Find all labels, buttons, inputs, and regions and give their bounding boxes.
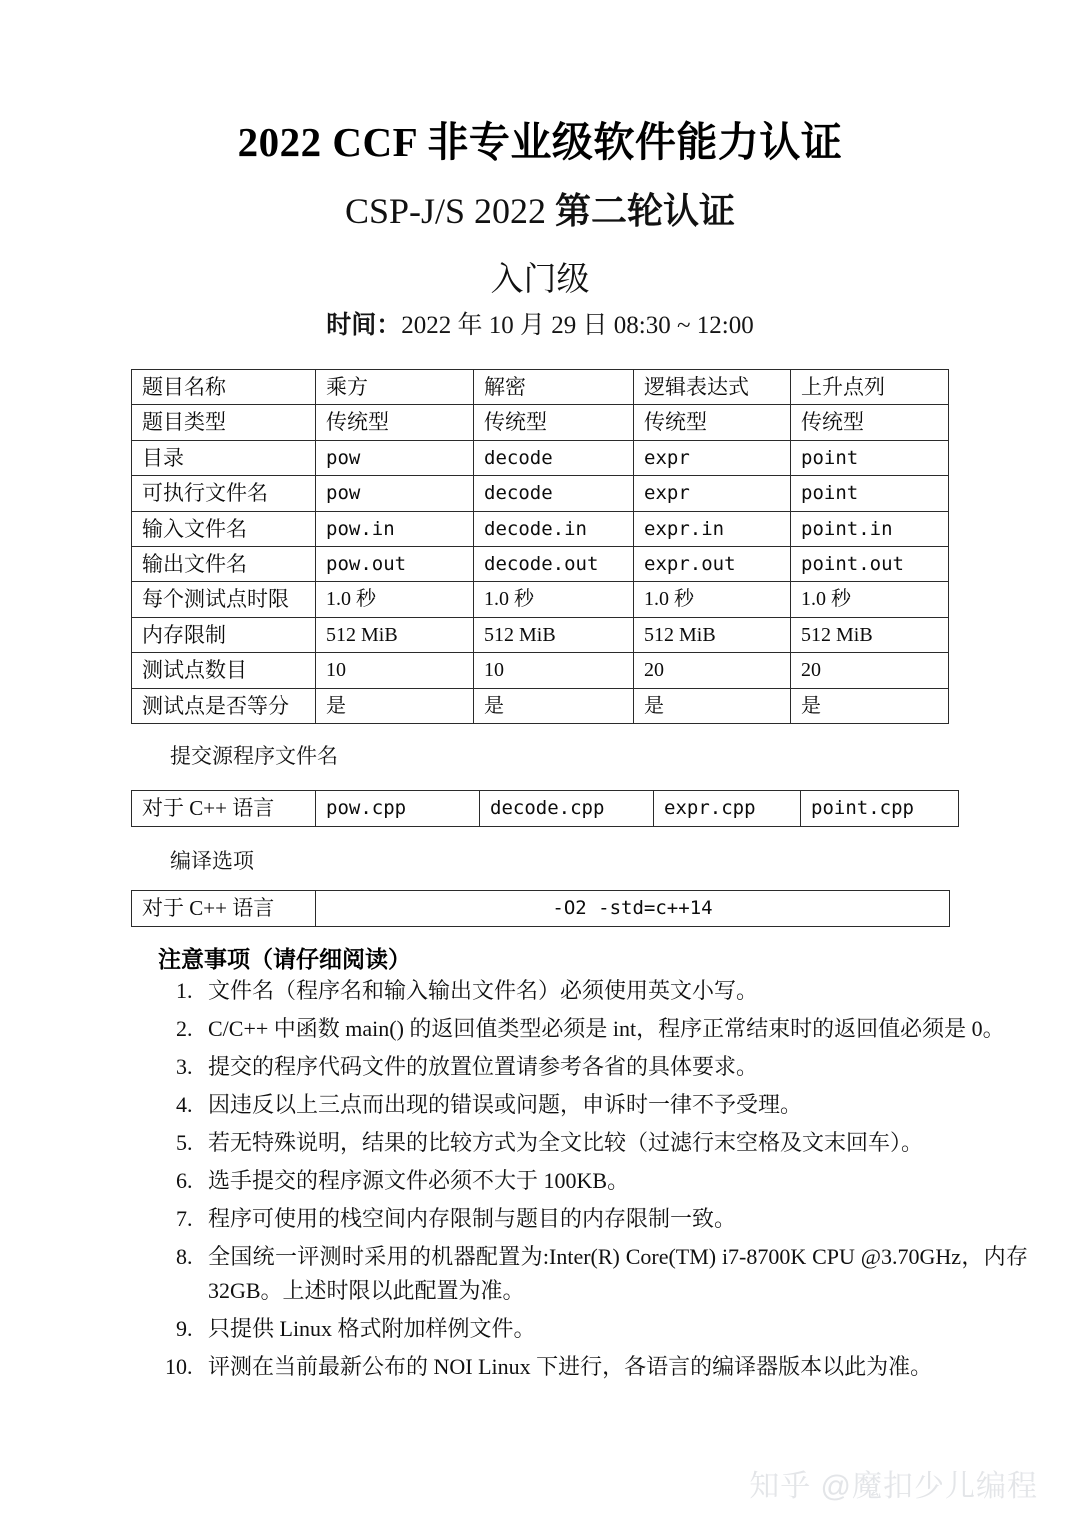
spec-row-label: 题目类型 <box>132 405 316 440</box>
spec-cell: expr.out <box>634 547 791 582</box>
source-filename-cell: pow.cpp <box>316 791 480 827</box>
subtitle-round: 第二轮认证 <box>555 191 736 231</box>
spec-cell: decode.in <box>474 511 634 546</box>
list-item: 5. 若无特殊说明，结果的比较方式为全文比较（过滤行末空格及文末回车）。 <box>198 1126 1028 1160</box>
spec-cell: point <box>791 440 949 475</box>
spec-cell: 20 <box>791 653 949 688</box>
subtitle-code: CSP-J/S 2022 <box>344 191 556 231</box>
source-section-caption: 提交源程序文件名 <box>170 744 338 768</box>
spec-cell: 10 <box>316 653 474 688</box>
table-row <box>132 370 949 405</box>
exam-time <box>0 312 1080 340</box>
problem-spec-table-body <box>132 370 949 724</box>
spec-cell: point.in <box>791 511 949 546</box>
spec-cell: 1.0 秒 <box>316 582 474 617</box>
problem-spec-table <box>131 369 949 724</box>
exam-level: 入门级 <box>490 262 590 298</box>
compile-section-caption: 编译选项 <box>170 849 254 873</box>
compile-row-label: 对于 C++ 语言 <box>132 891 316 927</box>
spec-cell: expr <box>634 476 791 511</box>
list-item: 6. 选手提交的程序源文件必须不大于 100KB。 <box>198 1164 1028 1198</box>
spec-cell: pow.in <box>316 511 474 546</box>
spec-row-label: 测试点是否等分 <box>132 688 316 723</box>
spec-cell: 512 MiB <box>316 617 474 652</box>
exam-time-label: 时间： <box>326 312 402 339</box>
list-item: 10. 评测在当前最新公布的 NOI Linux 下进行，各语言的编译器版本以此为准。 <box>198 1350 1028 1384</box>
table-row <box>132 440 949 475</box>
watermark: 知乎 @魔扣少儿编程 <box>749 1470 1038 1503</box>
spec-cell: 上升点列 <box>791 370 949 405</box>
spec-cell: pow <box>316 440 474 475</box>
notes-heading: 注意事项（请仔细阅读） <box>158 946 411 972</box>
spec-cell: point <box>791 476 949 511</box>
source-filename-table <box>131 790 959 827</box>
notes-list <box>150 974 1028 1388</box>
page-subtitle <box>0 192 1080 232</box>
spec-row-label: 每个测试点时限 <box>132 582 316 617</box>
compile-option-table <box>131 890 950 927</box>
table-row <box>132 405 949 440</box>
table-row <box>132 547 949 582</box>
spec-cell: pow.out <box>316 547 474 582</box>
list-item: 2. C/C++ 中函数 main() 的返回值类型必须是 int，程序正常结束时的返回值必须是 0。 <box>198 1012 1028 1046</box>
compile-option-table-body <box>132 891 950 927</box>
spec-cell: expr <box>634 440 791 475</box>
spec-row-label: 输入文件名 <box>132 511 316 546</box>
spec-cell: pow <box>316 476 474 511</box>
spec-cell: 512 MiB <box>634 617 791 652</box>
list-item: 3. 提交的程序代码文件的放置位置请参考各省的具体要求。 <box>198 1050 1028 1084</box>
spec-cell: 传统型 <box>634 405 791 440</box>
table-row <box>132 653 949 688</box>
spec-cell: 解密 <box>474 370 634 405</box>
spec-row-label: 可执行文件名 <box>132 476 316 511</box>
source-filename-cell: expr.cpp <box>654 791 801 827</box>
spec-cell: 传统型 <box>474 405 634 440</box>
list-item: 9. 只提供 Linux 格式附加样例文件。 <box>198 1312 1028 1346</box>
spec-cell: 乘方 <box>316 370 474 405</box>
table-row <box>132 891 950 927</box>
spec-cell: 1.0 秒 <box>474 582 634 617</box>
source-filename-cell: decode.cpp <box>480 791 654 827</box>
spec-cell: 是 <box>634 688 791 723</box>
list-item: 4. 因违反以上三点而出现的错误或问题，申诉时一律不予受理。 <box>198 1088 1028 1122</box>
spec-cell: decode <box>474 440 634 475</box>
list-item: 7. 程序可使用的栈空间内存限制与题目的内存限制一致。 <box>198 1202 1028 1236</box>
spec-cell: point.out <box>791 547 949 582</box>
list-item: 8. 全国统一评测时采用的机器配置为:Inter(R) Core(TM) i7-8700K CPU @3.70GHz，内存 32GB。上述时限以此配置为准。 <box>198 1240 1028 1308</box>
list-item: 1. 文件名（程序名和输入输出文件名）必须使用英文小写。 <box>198 974 1028 1008</box>
spec-cell: 1.0 秒 <box>791 582 949 617</box>
compile-row-value: -O2 -std=c++14 <box>316 891 950 927</box>
spec-cell: expr.in <box>634 511 791 546</box>
table-row <box>132 511 949 546</box>
table-row <box>132 476 949 511</box>
spec-cell: 20 <box>634 653 791 688</box>
page-title: 2022 CCF 非专业级软件能力认证 <box>237 119 843 165</box>
exam-time-value: 2022 年 10 月 29 日 08:30 ~ 12:00 <box>401 312 754 339</box>
table-row <box>132 688 949 723</box>
spec-cell: 传统型 <box>791 405 949 440</box>
source-filename-cell: point.cpp <box>801 791 959 827</box>
spec-cell: 是 <box>474 688 634 723</box>
spec-cell: 512 MiB <box>474 617 634 652</box>
source-filename-table-body <box>132 791 959 827</box>
source-row-label: 对于 C++ 语言 <box>132 791 316 827</box>
spec-row-label: 测试点数目 <box>132 653 316 688</box>
spec-cell: 是 <box>791 688 949 723</box>
spec-row-label: 输出文件名 <box>132 547 316 582</box>
spec-cell: 10 <box>474 653 634 688</box>
spec-cell: 逻辑表达式 <box>634 370 791 405</box>
spec-cell: 传统型 <box>316 405 474 440</box>
spec-row-label: 目录 <box>132 440 316 475</box>
spec-row-label: 题目名称 <box>132 370 316 405</box>
spec-row-label: 内存限制 <box>132 617 316 652</box>
spec-cell: 是 <box>316 688 474 723</box>
spec-cell: 1.0 秒 <box>634 582 791 617</box>
spec-cell: decode.out <box>474 547 634 582</box>
table-row <box>132 617 949 652</box>
spec-cell: decode <box>474 476 634 511</box>
spec-cell: 512 MiB <box>791 617 949 652</box>
table-row <box>132 582 949 617</box>
table-row <box>132 791 959 827</box>
